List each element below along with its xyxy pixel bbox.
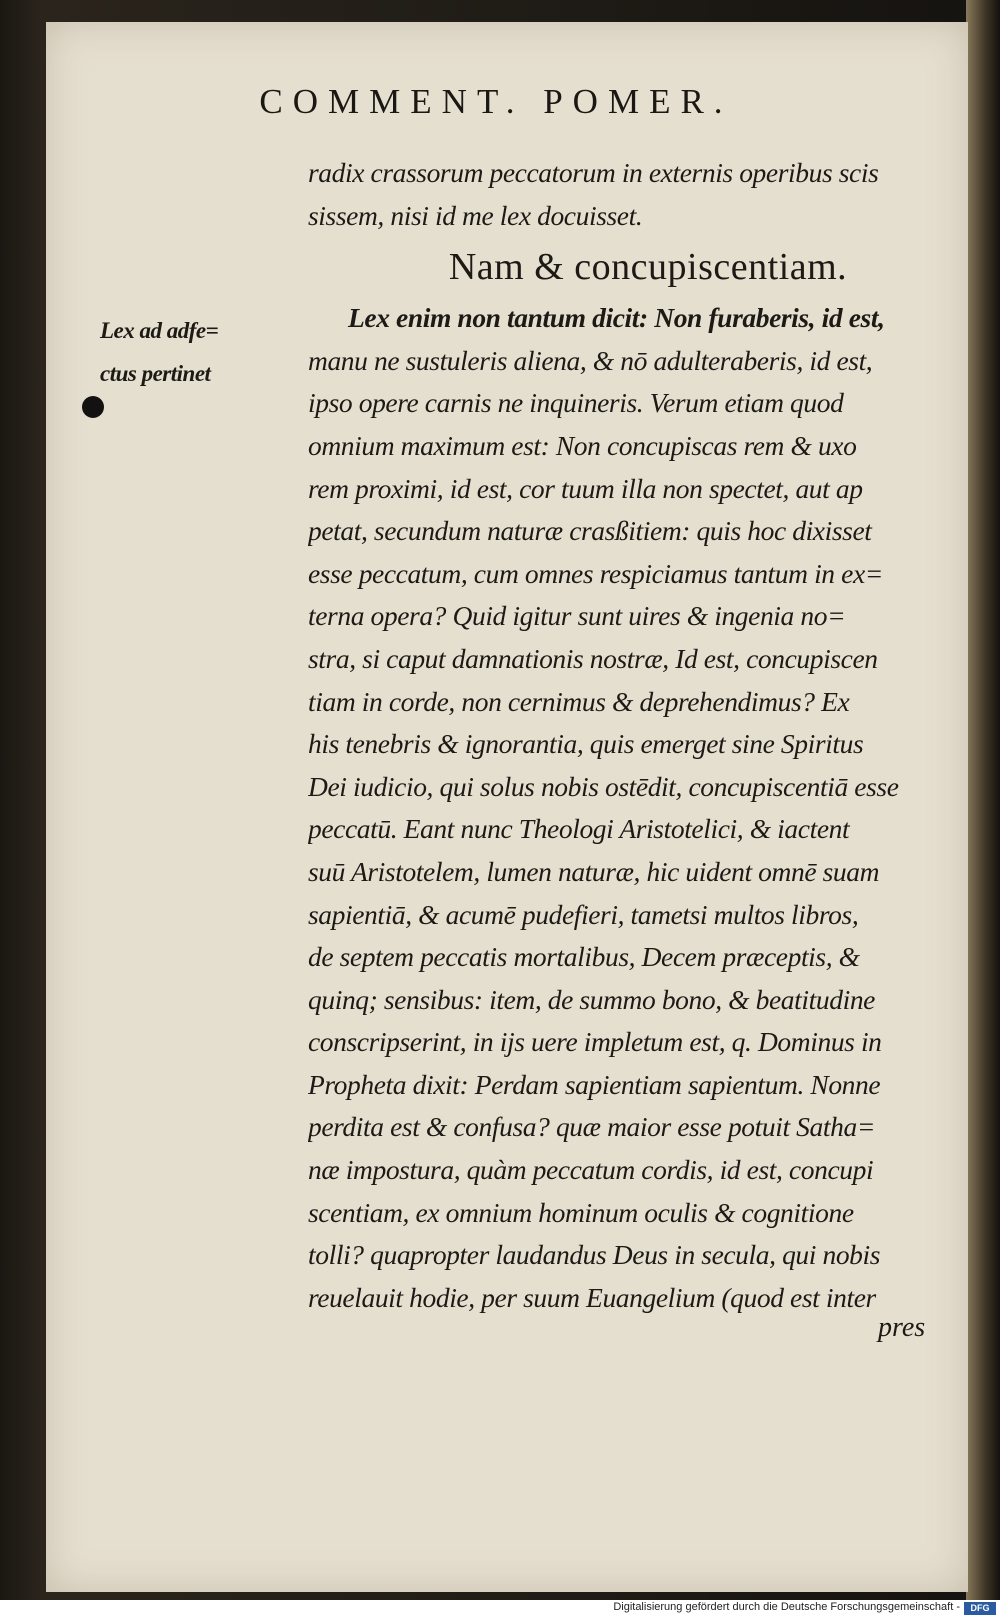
text-line: petat, secundum naturæ crasßitiem: quis hoc dixisset [308,515,872,547]
text-block [308,152,988,1319]
text-line: scentiam, ex omnium hominum oculis & cognitione [308,1196,854,1228]
text-line: suū Aristotelem, lumen naturæ, hic uident omnē suam [308,855,880,887]
text-line: sapientiā, & acumē pudefieri, tametsi multos libros, [308,898,859,930]
text-line: Lex enim non tantum dicit: Non furaberis, id est, [348,302,885,334]
margin-note: Lex ad adfe= [100,318,219,343]
text-line: conscripserint, in ijs uere impletum est, q. Dominus in [308,1026,882,1058]
text-line: ipso opere carnis ne inquineris. Verum etiam quod [308,387,844,419]
text-line: næ impostura, quàm peccatum cordis, id est, concupi [308,1154,874,1186]
text-line: omnium maximum est: Non concupiscas rem & uxo [308,429,857,461]
text-line: radix crassorum peccatorum in externis operibus scis [308,157,879,188]
catchword: pres [878,1312,926,1343]
dfg-logo: DFG [964,1602,996,1615]
text-line: reuelauit hodie, per suum Euangelium (quod est inter [308,1281,876,1313]
text-line: stra, si caput damnationis nostræ, Id est, concupiscen [308,642,878,674]
text-line: Dei iudicio, qui solus nobis ostēdit, concupiscentiā esse [308,770,899,802]
text-line: sissem, nisi id me lex docuisset. [308,199,643,231]
running-head: COMMENT. POMER. [259,82,733,121]
text-line: his tenebris & ignorantia, quis emerget sine Spiritus [308,728,864,760]
margin-note: ctus pertinet [100,361,211,386]
text-line: de septem peccatis mortalibus, Decem præceptis, & [308,941,860,973]
text-line: esse peccatum, cum omnes respiciamus tantum in ex= [308,557,883,589]
book-page [46,22,968,1592]
text-line: rem proximi, id est, cor tuum illa non spectet, aut ap [308,472,863,504]
text-line: tolli? quapropter laudandus Deus in secula, qui nobis [308,1239,881,1271]
text-line: Propheta dixit: Perdam sapientiam sapientum. Nonne [308,1068,881,1100]
text-line: peccatū. Eant nunc Theologi Aristotelici, & iactent [308,813,850,845]
text-line: manu ne sustuleris aliena, & nō adulteraberis, id est, [308,344,873,376]
footer-credit: Digitalisierung gefördert durch die Deutsche Forschungsgemeinschaft - [613,1601,960,1613]
text-line: tiam in corde, non cernimus & deprehendimus? Ex [308,685,850,717]
text-line: quinq; sensibus: item, de summo bono, & beatitudine [308,983,875,1015]
section-heading: Nam & concupiscentiam. [448,246,848,289]
ink-blot [82,396,104,418]
text-line: terna opera? Quid igitur sunt uires & ingenia no= [308,600,846,632]
text-line: perdita est & confusa? quæ maior esse potuit Satha= [308,1111,875,1143]
